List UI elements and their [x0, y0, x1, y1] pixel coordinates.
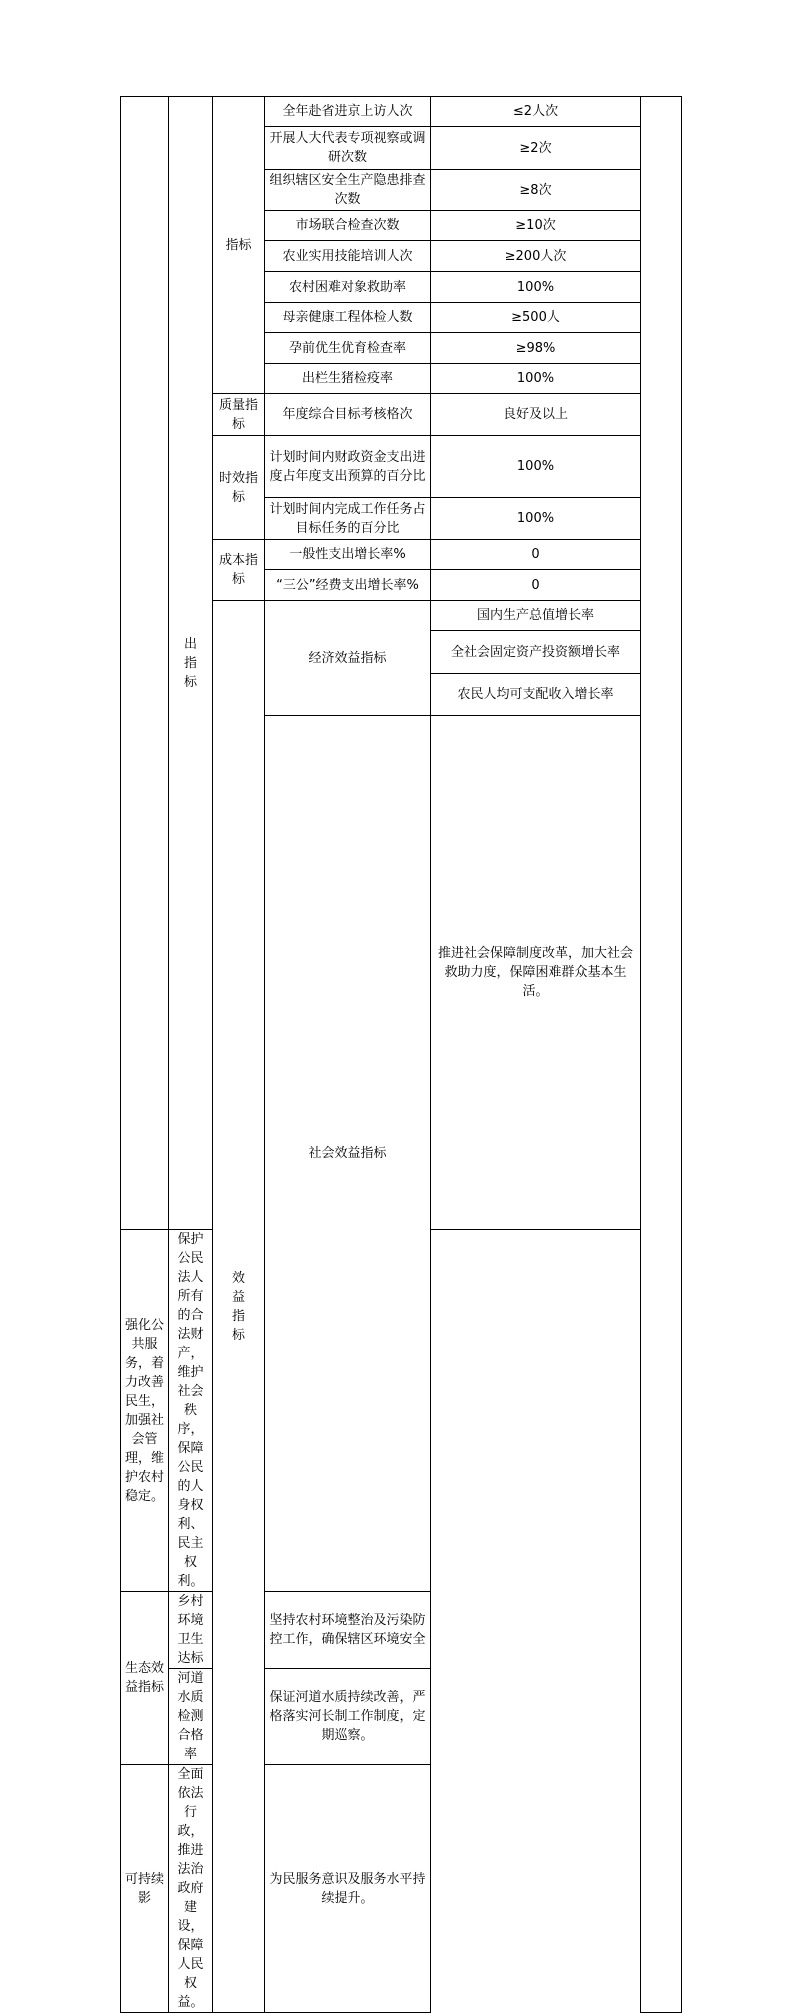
blank-first-column: [121, 97, 169, 1230]
ecological-benefit-label: 生态效益指标: [121, 1592, 169, 1765]
indicator-cell: 母亲健康工程体检人数: [265, 303, 431, 333]
value-cell: ≥8次: [431, 170, 641, 211]
value-cell: 100%: [431, 436, 641, 498]
indicator-cell: “三公”经费支出增长率%: [265, 570, 431, 601]
indicator-cell: 孕前优生优育检查率: [265, 333, 431, 364]
indicator-cell: 农业实用技能培训人次: [265, 241, 431, 272]
indicator-cell: 组织辖区安全生产隐患排查次数: [265, 170, 431, 211]
value-cell: 100%: [431, 498, 641, 540]
quality-indicator-label: 质量指标: [213, 394, 265, 436]
value-cell: ≥2次: [431, 127, 641, 170]
indicator-cell: 乡村环境卫生达标: [169, 1592, 213, 1669]
value-cell: 良好及以上: [431, 394, 641, 436]
cost-indicator-label: 成本指标: [213, 540, 265, 601]
blank-last-column: [641, 97, 682, 2013]
value-cell: 为民服务意识及服务水平持续提升。: [265, 1765, 431, 2013]
value-cell: 0: [431, 570, 641, 601]
value-cell: 100%: [431, 272, 641, 303]
indicator-cell: 一般性支出增长率%: [265, 540, 431, 570]
indicator-cell: 农民人均可支配收入增长率: [431, 674, 641, 716]
value-cell: 100%: [431, 364, 641, 394]
value-cell: ≥10次: [431, 211, 641, 241]
indicator-cell: 全社会固定资产投资额增长率: [431, 631, 641, 674]
indicator-cell: 开展人大代表专项视察或调研次数: [265, 127, 431, 170]
timeliness-indicator-label: 时效指标: [213, 436, 265, 540]
sustainable-impact-label: 可持续影: [121, 1765, 169, 2013]
indicator-cell: 全面依法行政，推进法治政府建设，保障人民权益。: [169, 1765, 213, 2013]
benefit-indicator-label: 效益指标: [213, 601, 265, 2013]
value-cell: 坚持农村环境整治及污染防控工作，确保辖区环境安全: [265, 1592, 431, 1669]
value-cell: ≥200人次: [431, 241, 641, 272]
value-cell: ≤2人次: [431, 97, 641, 127]
quantity-indicator-label: 指标: [213, 97, 265, 394]
economic-benefit-label: 经济效益指标: [265, 601, 431, 716]
value-cell: 0: [431, 540, 641, 570]
indicator-cell: 市场联合检查次数: [265, 211, 431, 241]
value-cell: 保证河道水质持续改善，严格落实河长制工作制度，定期巡察。: [265, 1669, 431, 1765]
indicator-cell: 推进社会保障制度改革，加大社会救助力度，保障困难群众基本生活。: [431, 716, 641, 1230]
indicator-cell: 年度综合目标考核格次: [265, 394, 431, 436]
social-benefit-label: 社会效益指标: [265, 716, 431, 1592]
indicator-cell: 全年赴省进京上访人次: [265, 97, 431, 127]
value-cell: 保护公民法人所有的合法财产，维护社会秩序，保障公民的人身权利、民主权利。: [169, 1230, 213, 1592]
indicator-cell: 出栏生猪检疫率: [265, 364, 431, 394]
indicator-cell: 农村困难对象救助率: [265, 272, 431, 303]
indicator-cell: 国内生产总值增长率: [431, 601, 641, 631]
indicator-cell: 计划时间内财政资金支出进度占年度支出预算的百分比: [265, 436, 431, 498]
indicator-table: [120, 96, 682, 2013]
output-indicator-label: 出指标: [169, 97, 213, 1230]
indicator-cell: 计划时间内完成工作任务占目标任务的百分比: [265, 498, 431, 540]
indicator-cell: 河道水质检测合格率: [169, 1669, 213, 1765]
indicator-cell: 强化公共服务，着力改善民生，加强社会管理，维护农村稳定。: [121, 1230, 169, 1592]
value-cell: ≥500人: [431, 303, 641, 333]
value-cell: ≥98%: [431, 333, 641, 364]
